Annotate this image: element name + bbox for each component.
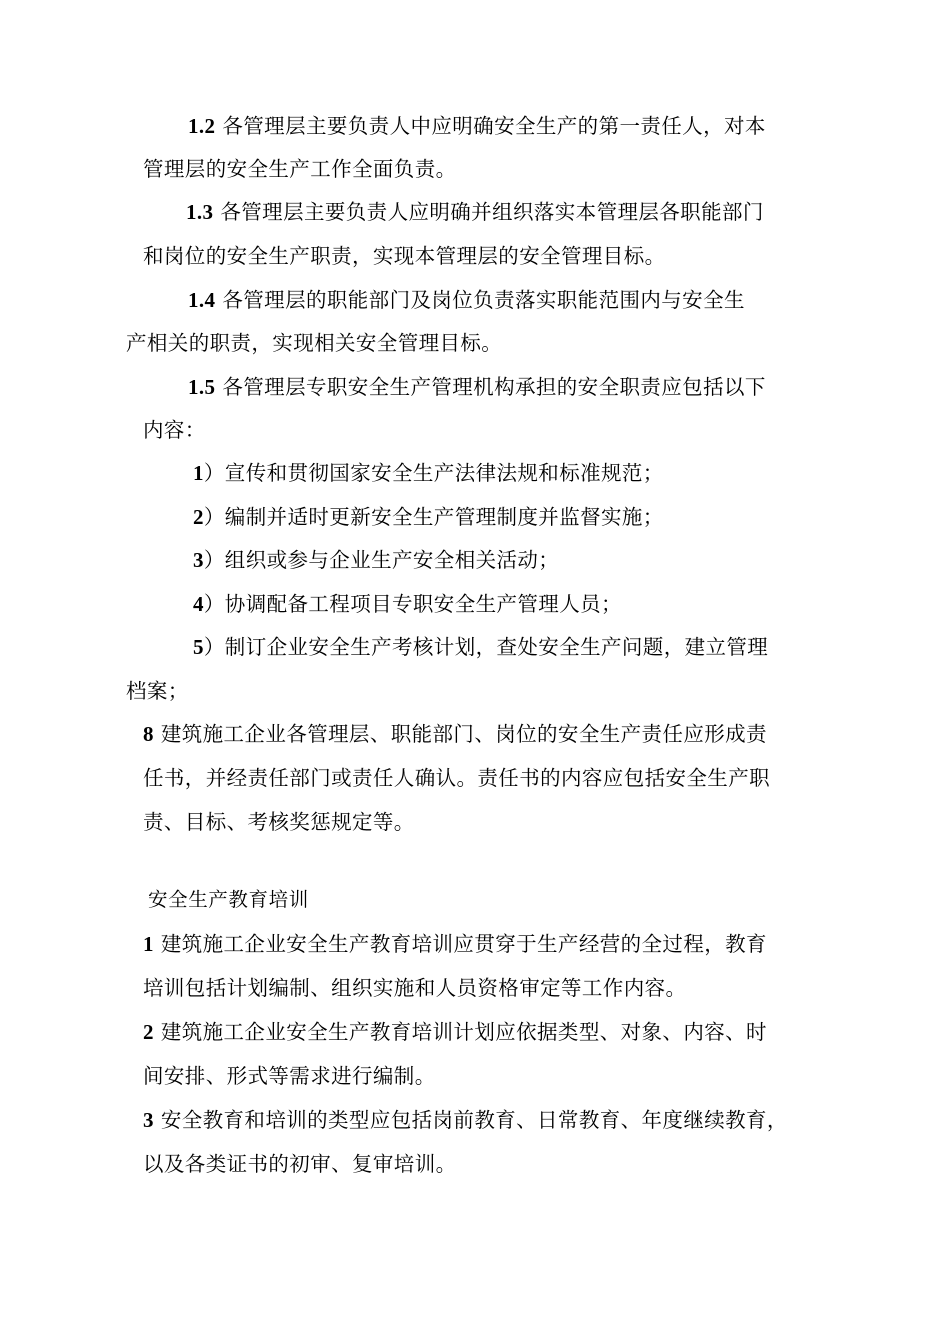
list-number: 5 (193, 635, 204, 659)
section-number: 1.3 (186, 200, 214, 224)
list-text: ）编制并适时更新安全生产管理制度并监督实施； (203, 505, 664, 529)
list-item-continuation: 档案； (126, 679, 189, 703)
paragraph-text: 建筑施工企业安全生产教育培训计划应依据类型、对象、内容、时 (153, 1020, 767, 1044)
list-text: ）协调配备工程项目专职安全生产管理人员； (203, 592, 622, 616)
list-item (193, 546, 559, 574)
training-paragraph-1-line-1 (143, 930, 767, 958)
section-number: 3 (143, 1108, 154, 1132)
list-text: ）宣传和贯彻国家安全生产法律法规和标准规范； (203, 461, 664, 485)
paragraph-1-5-line-2: 内容： (143, 418, 206, 442)
list-number: 2 (193, 505, 204, 529)
paragraph-1-5-line-1 (188, 373, 766, 401)
paragraph-text: 各管理层主要负责人中应明确安全生产的第一责任人，对本 (215, 114, 766, 138)
section-number: 1.2 (188, 114, 216, 138)
list-item (193, 503, 664, 531)
list-number: 1 (193, 461, 204, 485)
paragraph-8-line-1 (143, 720, 767, 748)
paragraph-1-3-line-1 (186, 198, 764, 226)
list-text: ）组织或参与企业生产安全相关活动； (203, 548, 560, 572)
training-paragraph-2-line-2: 间安排、形式等需求进行编制。 (143, 1064, 436, 1088)
section-number: 1.4 (188, 288, 216, 312)
paragraph-1-2-line-1 (188, 112, 766, 140)
paragraph-8-line-2: 任书，并经责任部门或责任人确认。责任书的内容应包括安全生产职 (143, 766, 770, 790)
paragraph-text: 各管理层专职安全生产管理机构承担的安全职责应包括以下 (215, 375, 766, 399)
paragraph-1-3-line-2: 和岗位的安全生产职责，实现本管理层的安全管理目标。 (143, 244, 666, 268)
paragraph-1-2-line-2: 管理层的安全生产工作全面负责。 (143, 157, 457, 181)
list-item (193, 459, 664, 487)
section-number: 8 (143, 722, 154, 746)
list-text: ）制订企业安全生产考核计划，查处安全生产问题，建立管理 (203, 635, 769, 659)
paragraph-text: 安全教育和培训的类型应包括岗前教育、日常教育、年度继续教育， (153, 1108, 788, 1132)
training-paragraph-3-line-1 (143, 1106, 788, 1134)
training-paragraph-2-line-1 (143, 1018, 767, 1046)
list-number: 3 (193, 548, 204, 572)
training-paragraph-3-line-2: 以及各类证书的初审、复审培训。 (143, 1152, 457, 1176)
section-number: 2 (143, 1020, 154, 1044)
section-number: 1 (143, 932, 154, 956)
paragraph-text: 建筑施工企业安全生产教育培训应贯穿于生产经营的全过程，教育 (153, 932, 767, 956)
paragraph-8-line-3: 责、目标、考核奖惩规定等。 (143, 810, 415, 834)
paragraph-text: 建筑施工企业各管理层、职能部门、岗位的安全生产责任应形成责 (153, 722, 767, 746)
paragraph-1-4-line-2: 产相关的职责，实现相关安全管理目标。 (126, 331, 503, 355)
section-number: 1.5 (188, 375, 216, 399)
list-item (193, 633, 768, 661)
paragraph-text: 各管理层的职能部门及岗位负责落实职能范围内与安全生 (215, 288, 745, 312)
list-item (193, 590, 622, 618)
training-paragraph-1-line-2: 培训包括计划编制、组织实施和人员资格审定等工作内容。 (143, 976, 687, 1000)
paragraph-text: 各管理层主要负责人应明确并组织落实本管理层各职能部门 (213, 200, 764, 224)
list-number: 4 (193, 592, 204, 616)
paragraph-1-4-line-1 (188, 286, 745, 314)
section-heading: 安全生产教育培训 (148, 888, 309, 911)
